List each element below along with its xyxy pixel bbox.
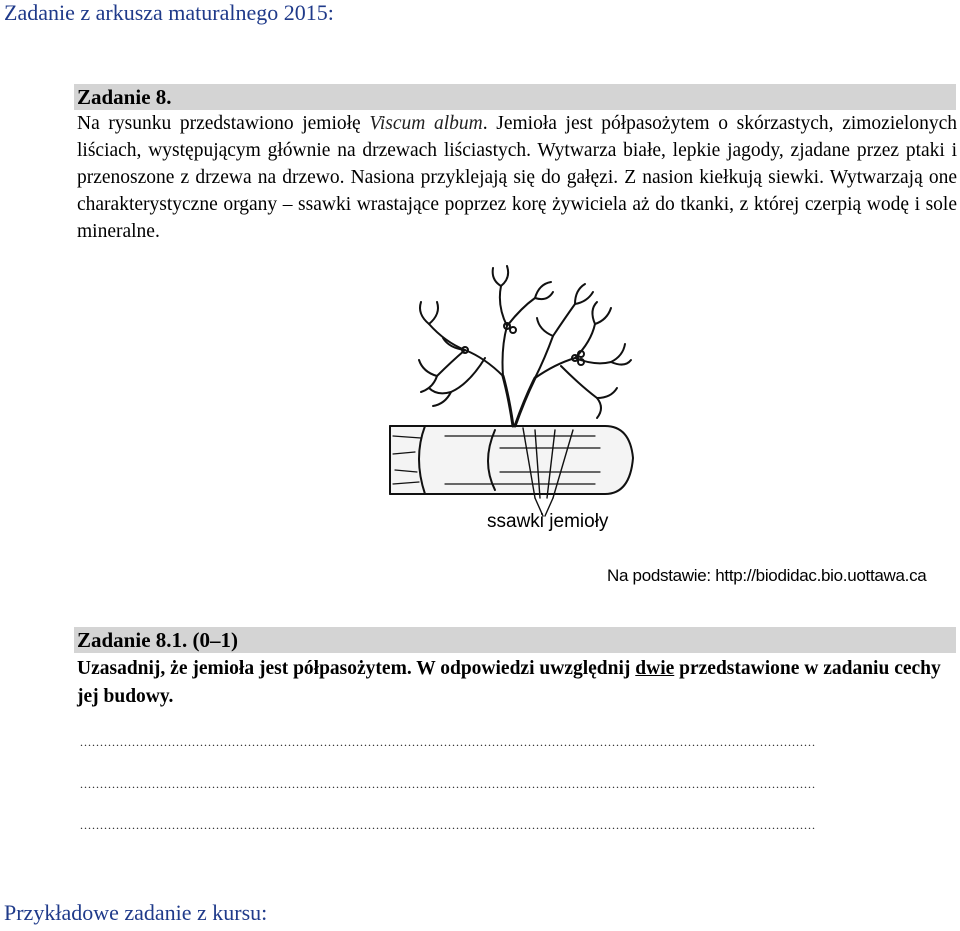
page-heading: Zadanie z arkusza maturalnego 2015:	[4, 0, 334, 25]
mistletoe-drawing	[385, 258, 645, 540]
task-intro: Na rysunku przedstawiono jemiołę	[77, 113, 370, 134]
page-footer: Przykładowe zadanie z kursu:	[4, 900, 268, 925]
figure-source: Na podstawie: http://biodidac.bio.uottawa.ca	[607, 566, 927, 585]
answer-line[interactable]: ........................................................................................................................................................................................	[80, 735, 816, 749]
figure-caption: ssawki jemioły	[487, 511, 609, 532]
task-8-1-question	[77, 655, 957, 711]
answer-line[interactable]: ........................................................................................................................................................................................	[80, 777, 816, 791]
question-part-1: Uzasadnij, że jemioła jest półpasożytem. W odpowiedzi uwzględnij	[77, 658, 636, 679]
task-8-1-header	[74, 627, 956, 653]
answer-line[interactable]: ........................................................................................................................................................................................	[80, 818, 816, 832]
task-body: . Jemioła jest półpasożytem o skórzastych, zimozielonych liściach, występującym głównie na drzewach liściastych. Wytwarza białe, lepkie jagody, zjadane przez ptaki i przenoszone z drzewa na drzewo. Nasiona przyklejają się do gałęzi. Z nasion kiełkują siewki. Wytwarzają one charakterystyczne organy – ssawki wrastające poprzez korę żywiciela aż do tkanki, z której czerpią wodę i sole mineralne.	[77, 113, 957, 242]
question-emphasis: dwie	[635, 658, 675, 679]
task-8-1-title: Zadanie 8.1. (0–1)	[77, 628, 239, 652]
species-name: Viscum album	[369, 113, 483, 134]
question-part-2: przedstawione w zadaniu cechy jej budowy.	[77, 658, 941, 707]
task-8-title: Zadanie 8.	[77, 85, 172, 109]
task-8-description	[77, 110, 957, 245]
mistletoe-illustration	[385, 258, 645, 545]
task-8-header	[74, 84, 956, 110]
